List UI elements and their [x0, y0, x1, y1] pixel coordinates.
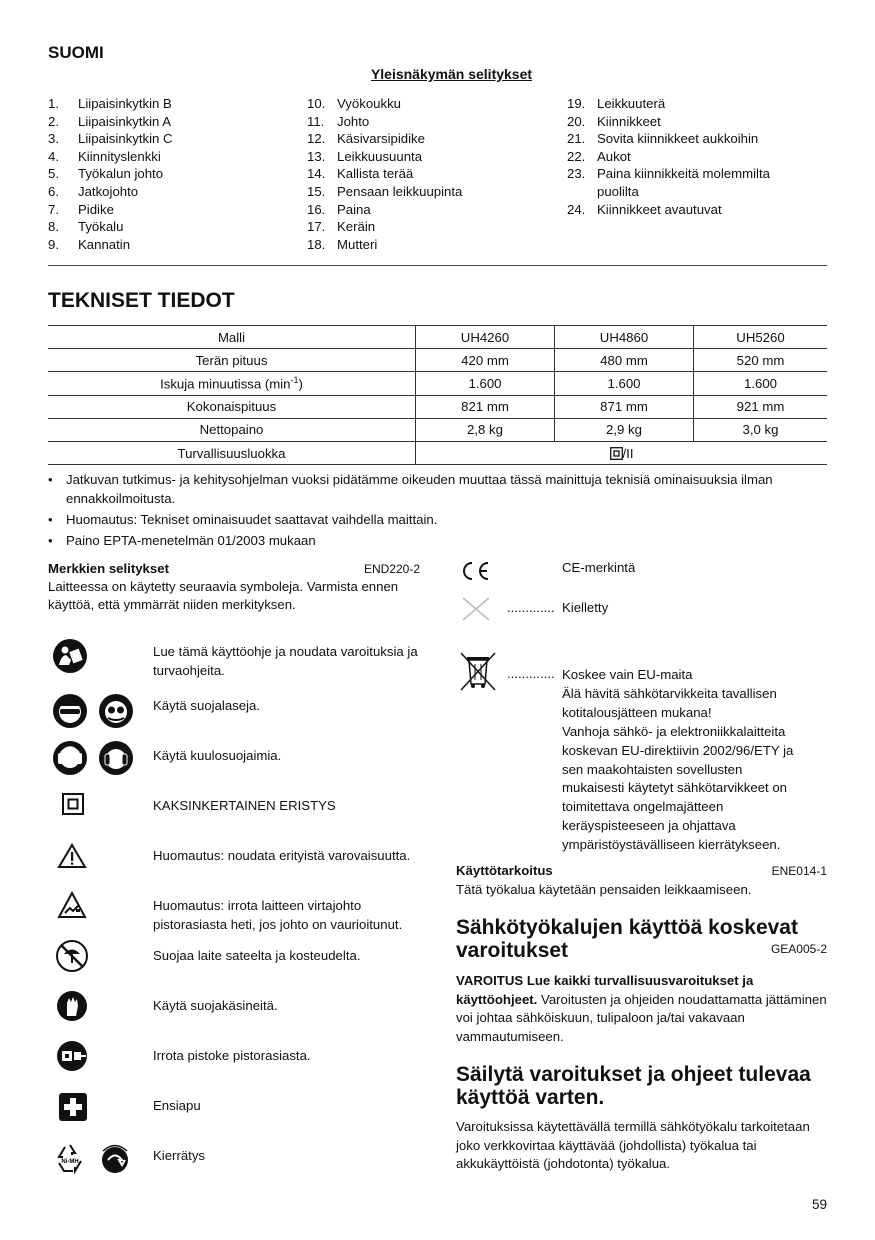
model-uh5260: UH5260 [694, 326, 828, 349]
table-row [48, 441, 827, 464]
list-item: 17. Keräin [307, 219, 376, 235]
page-number: 59 [811, 1197, 827, 1212]
list-item: 19. Leikkuuterä [567, 96, 666, 111]
dots-leader: ............. [507, 666, 555, 681]
ce-mark-icon [460, 560, 492, 582]
warnings-section [456, 916, 827, 1046]
table-row [48, 418, 827, 441]
spec-value: 1.600 [555, 372, 694, 395]
overview-col-1 [48, 95, 298, 253]
first-aid-icon [59, 1093, 87, 1121]
table-row [48, 395, 827, 418]
list-item: 6. Jatkojohto [48, 183, 139, 199]
spec-value: 520 mm [694, 349, 828, 372]
list-item: 5. Työkalun johto [48, 166, 164, 182]
list-item: 15. Pensaan leikkuupinta [307, 183, 463, 199]
list-item: 10. Vyökoukku [307, 96, 402, 111]
spec-label: Kokonaispituus [48, 395, 416, 418]
list-item: 13. Leikkuusuunta [307, 148, 423, 164]
list-item: • Huomautus: Tekniset ominaisuudet saattavat vaihdella maittain. [48, 511, 438, 527]
symbol-text: Käytä kuulosuojaimia. [153, 748, 282, 763]
save-text: Varoituksissa käytettävällä termillä sähkötyökalu tarkoitetaan joko verkkovirtaa käyttävää (johdollista) työkalua tai akkukäyttöistä (johdotonta) työkalua. [456, 1119, 810, 1172]
list-item: 24. Kiinnikkeet avautuvat [567, 201, 722, 217]
section-code: ENE014-1 [771, 864, 827, 878]
model-uh4860: UH4860 [555, 326, 694, 349]
spec-label: Turvallisuusluokka [48, 441, 416, 464]
warnings-title-2: varoitukset [456, 939, 569, 962]
spec-value: 480 mm [555, 349, 694, 372]
list-item: 20. Kiinnikkeet [567, 113, 661, 129]
symbol-text: Irrota pistoke pistorasiasta. [153, 1048, 311, 1063]
spec-value: 2,8 kg [416, 418, 555, 441]
symbol-text: Käytä suojakäsineitä. [153, 998, 278, 1013]
symbol-text: Huomautus: irrota laitteen virtajohto pistorasiasta heti, jos johto on vaurioitunut. [153, 898, 403, 932]
language-heading: SUOMI [48, 43, 104, 62]
list-item: 7. Pidike [48, 201, 114, 217]
model-uh4260: UH4260 [416, 326, 555, 349]
overview-col-3 [567, 95, 827, 218]
eu-disposal-text: Koskee vain EU-maita Älä hävitä sähkötarvikkeita tavallisen kotitalousjätteen mukana! Vanhoja sähkö- ja elektroniikkalaitteita koskevan EU-direktiivin 2002/96/ETY ja sen maakohtaisten sovellusten mukaisesti käytetyt sähkötarvikkeet on toimitettava ongelmajätteen keräyspisteeseen ja ohjattava ympäristöystävälliseen kierrätykseen. [562, 667, 794, 853]
ear-protection-icon [52, 740, 88, 776]
symbol-text: Ensiapu [153, 1098, 201, 1113]
list-item: puolilta [597, 183, 639, 199]
safety-class-value: /II [416, 441, 828, 464]
ce-label: CE-merkintä [562, 560, 636, 575]
spec-value: 871 mm [555, 395, 694, 418]
table-row [48, 372, 827, 395]
spec-value: 420 mm [416, 349, 555, 372]
protect-from-rain-icon [56, 940, 88, 972]
list-item: 18. Mutteri [307, 236, 378, 252]
list-item: 4. Kiinnityslenkki [48, 148, 161, 164]
hearing-protection-icon [98, 740, 134, 776]
list-item: • Paino EPTA-menetelmän 01/2003 mukaan [48, 532, 316, 548]
damaged-cord-warning-icon [57, 891, 87, 919]
battery-recycling-icon [98, 1141, 132, 1175]
forbidden-icon [461, 596, 491, 622]
list-item: 12. Käsivarsipidike [307, 131, 425, 147]
list-item: 8. Työkalu [48, 219, 124, 235]
table-row [48, 326, 827, 349]
intended-use-title: Käyttötarkoitus [456, 863, 553, 878]
spec-notes [48, 471, 828, 553]
save-title: Säilytä varoitukset ja ohjeet tulevaa käyttöä varten. [456, 1063, 811, 1109]
list-item: 14. Kallista terää [307, 166, 414, 182]
section-code: END220-2 [363, 562, 420, 576]
intended-use-section [456, 862, 827, 899]
weee-bin-icon [458, 650, 498, 692]
spec-value: 2,9 kg [555, 418, 694, 441]
warnings-text: VAROITUS Lue kaikki turvallisuusvaroitukset ja käyttöohjeet. Varoitusten ja ohjeiden noudattamatta jättäminen voi johtaa sähköiskuun, tulipaloon ja/tai vakavaan vammautumiseen. [456, 973, 827, 1044]
spec-value: 821 mm [416, 395, 555, 418]
symbol-text: Suojaa laite sateelta ja kosteudelta. [153, 948, 361, 963]
double-insulation-icon [610, 447, 623, 460]
dots-leader: ............. [507, 600, 555, 615]
svg-text:Ni-MH: Ni-MH [61, 1159, 79, 1165]
specs-title: TEKNISET TIEDOT [48, 289, 235, 312]
spec-value: 921 mm [694, 395, 828, 418]
divider [48, 265, 827, 266]
warning-triangle-icon [57, 843, 87, 869]
read-manual-icon [52, 638, 88, 674]
list-item: 11. Johto [307, 113, 370, 129]
list-item: 16. Paina [307, 201, 371, 217]
list-item: • Jatkuvan tutkimus- ja kehitysohjelman vuoksi pidätämme oikeuden muuttaa tässä mainittuja teknisiä ominaisuuksia ilman ennakkoilmoitusta. [48, 472, 773, 506]
spec-label: Terän pituus [48, 349, 416, 372]
symbol-text: Lue tämä käyttöohje ja noudata varoituksia ja turvaohjeita. [153, 644, 418, 678]
recycling-icon [53, 1141, 87, 1175]
list-item: 2. Liipaisinkytkin A [48, 113, 172, 129]
overview-col-2 [307, 95, 557, 253]
model-label: Malli [48, 326, 416, 349]
symbols-intro: Laitteessa on käytetty seuraavia symboleja. Varmista ennen käyttöä, että ymmärrät niiden merkityksen. [48, 579, 399, 612]
list-item: 22. Aukot [567, 148, 631, 164]
forbidden-label: Kielletty [562, 600, 609, 615]
list-item: 3. Liipaisinkytkin C [48, 131, 173, 147]
table-row [48, 349, 827, 372]
safety-glasses-icon [52, 693, 88, 729]
symbol-text: Käytä suojalaseja. [153, 698, 261, 713]
warnings-title: Sähkötyökalujen käyttöä koskevat [456, 916, 798, 939]
spec-value: 1.600 [416, 372, 555, 395]
overview-title: Yleisnäkymän selitykset [370, 66, 533, 82]
spec-label: Nettopaino [48, 418, 416, 441]
eye-protection-icon [98, 693, 134, 729]
gloves-icon [56, 990, 88, 1022]
list-item: 23. Paina kiinnikkeitä molemmilta [567, 166, 770, 182]
list-item: 9. Kannatin [48, 236, 131, 252]
symbol-text: Huomautus: noudata erityistä varovaisuutta. [153, 848, 411, 863]
specs-table [48, 325, 827, 465]
symbol-text: KAKSINKERTAINEN ERISTYS [153, 798, 336, 813]
symbol-text: Kierrätys [153, 1148, 206, 1163]
list-item: 21. Sovita kiinnikkeet aukkoihin [567, 131, 759, 147]
spec-label: Iskuja minuutissa $(\min^{-1})$ [48, 372, 416, 395]
intended-use-text: Tätä työkalua käytetään pensaiden leikkaamiseen. [456, 881, 752, 897]
spec-value: 1.600 [694, 372, 828, 395]
unplug-icon [56, 1040, 88, 1072]
list-item: 1. Liipaisinkytkin B [48, 96, 172, 111]
symbols-section [48, 560, 420, 614]
symbols-title: Merkkien selitykset [48, 561, 169, 576]
double-insulation-icon [62, 793, 84, 815]
save-section [456, 1063, 827, 1174]
section-code: GEA005-2 [770, 942, 827, 957]
spec-value: 3,0 kg [694, 418, 828, 441]
